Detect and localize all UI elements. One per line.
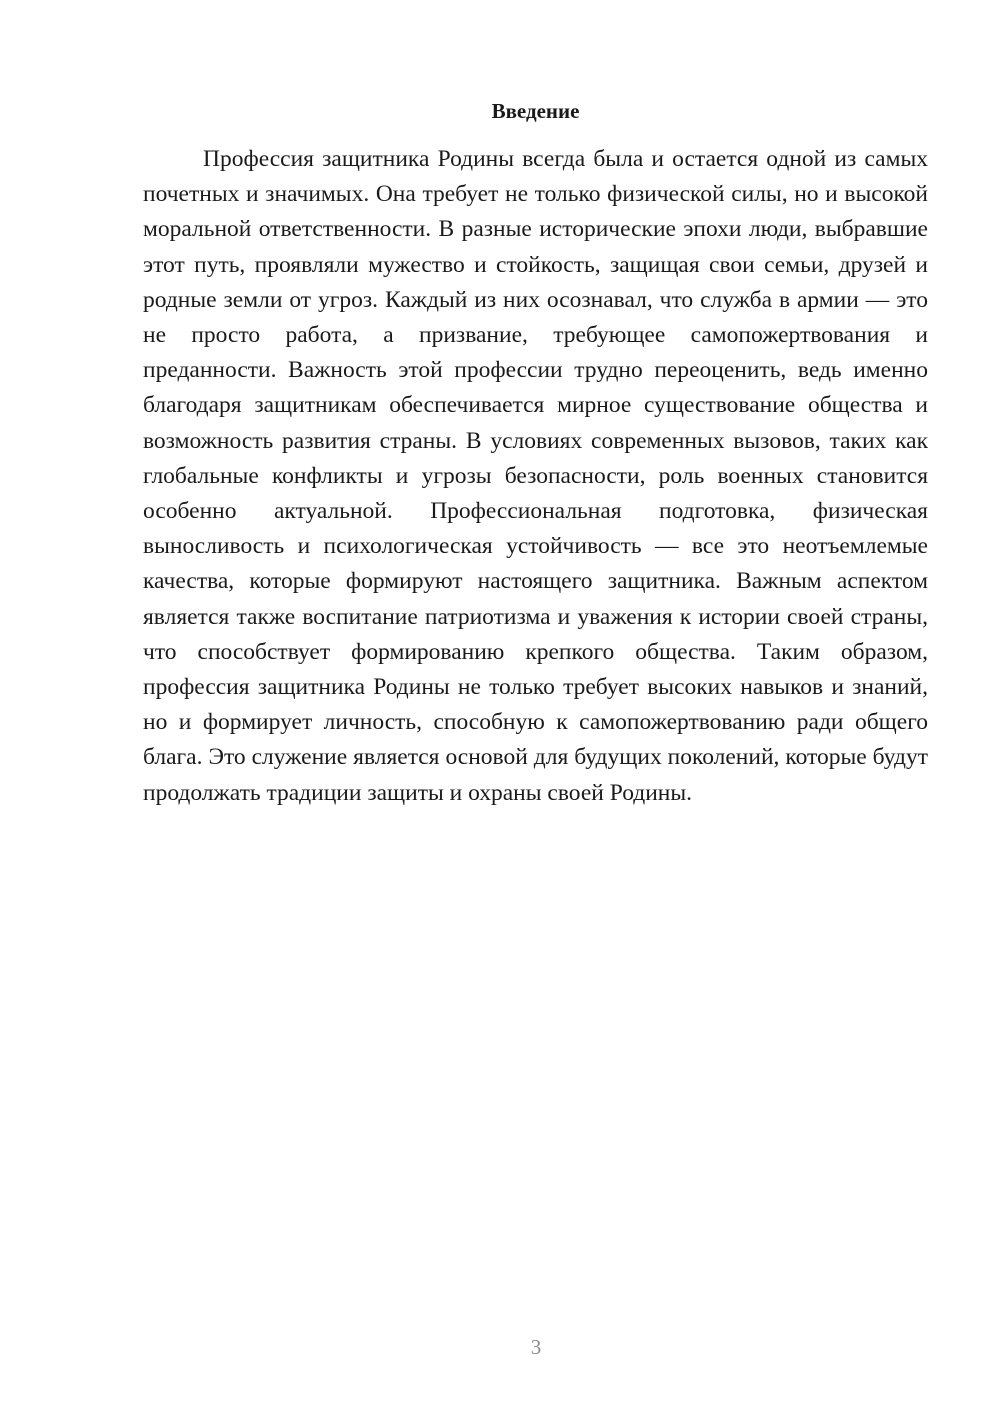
- body-paragraph: Профессия защитника Родины всегда была и остается одной из самых почетных и значимых. Она требует не только физической силы, но и высокой моральной ответственности. В разные исторические эпохи люди, выбравшие этот путь, проявляли мужество и стойкость, защищая свои семьи, друзей и родные земли от угроз. Каждый из них осознавал, что служба в армии — это не просто работа, а призвание, требующее самопожертвования и преданности. Важность этой профессии трудно переоценить, ведь именно благодаря защитникам обеспечивается мирное существование общества и возможность развития страны. В условиях современных вызовов, таких как глобальные конфликты и угрозы безопасности, роль военных становится особенно актуальной. Профессиональная подготовка, физическая выносливость и психологическая устойчивость — все это неотъемлемые качества, которые формируют настоящего защитника. Важным аспектом является также воспитание патриотизма и уважения к истории своей страны, что способствует формированию крепкого общества. Таким образом, профессия защитника Родины не только требует высоких навыков и знаний, но и формирует личность, способную к самопожертвованию ради общего блага. Это служение является основой для будущих поколений, которые будут продолжать традиции защиты и охраны своей Родины.: [143, 146, 928, 806]
- page-number: 3: [530, 1335, 542, 1359]
- section-title: Введение: [491, 99, 580, 123]
